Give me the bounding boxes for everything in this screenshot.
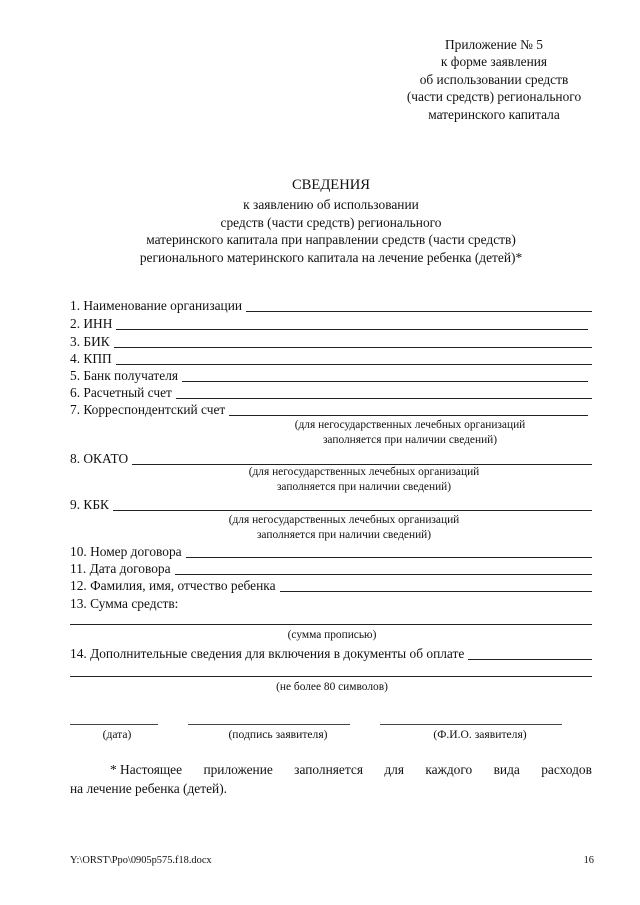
field-organization-name — [70, 298, 592, 314]
field-amount — [70, 596, 370, 612]
footnote-word: каждого — [425, 762, 473, 777]
field-label: 5. Банк получателя — [70, 368, 179, 383]
field-label: 7. Корреспондентский счет — [70, 402, 226, 417]
field-label: 6. Расчетный счет — [70, 385, 172, 400]
field-label: 1. Наименование организации — [70, 298, 243, 313]
annex-line: Приложение № 5 — [444, 37, 544, 52]
title-line: средств (части средств) регионального — [220, 214, 442, 230]
fill-line[interactable] — [280, 579, 592, 592]
footnote — [70, 760, 592, 798]
fill-line[interactable] — [246, 299, 592, 312]
document-title — [70, 176, 592, 266]
field-hint — [204, 513, 484, 543]
hint-line: (для негосударственных лечебных организаций — [294, 419, 526, 431]
title-line: к заявлению об использовании — [243, 197, 419, 212]
field-contract-number — [70, 544, 592, 560]
annex-line: об использовании средств — [419, 71, 569, 87]
fill-line[interactable] — [114, 335, 592, 348]
name-fill-line[interactable] — [380, 724, 562, 725]
field-child-full-name — [70, 578, 592, 594]
footnote-word: вида — [493, 762, 520, 777]
field-contract-date — [70, 561, 592, 577]
fill-line[interactable] — [176, 386, 592, 399]
footnote-word: расходов — [541, 762, 592, 777]
field-label: 13. Сумма средств: — [70, 596, 179, 611]
date-caption: (дата) — [102, 728, 132, 741]
page-number: 16 — [583, 855, 594, 866]
field-label: 11. Дата договора — [70, 561, 171, 576]
fill-line[interactable] — [182, 369, 588, 382]
hint-line: заполняется при наличии сведений) — [322, 434, 498, 446]
field-correspondent-account — [70, 402, 588, 418]
fill-line[interactable] — [186, 545, 592, 558]
footnote-word: * Настоящее — [110, 762, 183, 777]
fill-line[interactable] — [113, 498, 592, 511]
fill-line[interactable] — [468, 647, 592, 660]
hint-line: заполняется при наличии сведений) — [276, 481, 452, 493]
signature-caption: (подпись заявителя) — [228, 728, 328, 741]
field-hint: (сумма прописью) — [287, 629, 377, 641]
field-label: 2. ИНН — [70, 316, 113, 331]
additional-info-fill-line[interactable] — [70, 676, 592, 677]
field-label: 14. Дополнительные сведения для включения в документы об оплате — [70, 646, 465, 661]
name-caption: (Ф.И.О. заявителя) — [433, 728, 527, 741]
field-label: 4. КПП — [70, 351, 112, 366]
fill-line[interactable] — [132, 452, 592, 465]
field-hint — [270, 418, 550, 448]
field-settlement-account — [70, 385, 592, 401]
field-label: 3. БИК — [70, 334, 110, 349]
field-bik — [70, 334, 592, 350]
fill-line[interactable] — [175, 562, 592, 575]
fill-line[interactable] — [116, 317, 588, 330]
field-label: 9. КБК — [70, 497, 109, 512]
title-line: регионального материнского капитала на лечение ребенка (детей)* — [139, 249, 523, 265]
fill-line[interactable] — [116, 352, 592, 365]
footnote-word: для — [384, 762, 404, 777]
file-path: Y:\ORST\Ppo\0905p575.f18.docx — [70, 855, 212, 866]
field-inn — [70, 316, 588, 332]
footnote-word: заполняется — [294, 762, 363, 777]
footnote-line-2: на лечение ребенка (детей). — [70, 781, 228, 796]
field-label: 12. Фамилия, имя, отчество ребенка — [70, 578, 276, 593]
footnote-word: приложение — [203, 762, 273, 777]
amount-fill-line[interactable] — [70, 624, 592, 625]
footnote-line-1 — [70, 760, 592, 779]
field-label: 10. Номер договора — [70, 544, 182, 559]
signature-fill-line[interactable] — [188, 724, 350, 725]
annex-line: (части средств) регионального — [406, 89, 582, 105]
annex-line: материнского капитала — [428, 106, 560, 122]
hint-line: (для негосударственных лечебных организаций — [248, 466, 480, 478]
annex-line: к форме заявления — [440, 54, 548, 70]
date-fill-line[interactable] — [70, 724, 158, 725]
hint-line: (для негосударственных лечебных организаций — [228, 514, 460, 526]
hint-line: заполняется при наличии сведений) — [256, 529, 432, 541]
annex-header — [380, 36, 608, 123]
fill-line[interactable] — [229, 403, 588, 416]
field-additional-info — [70, 646, 592, 662]
field-label: 8. ОКАТО — [70, 451, 129, 466]
title-line: материнского капитала при направлении средств (части средств) — [146, 232, 516, 248]
field-kpp — [70, 351, 592, 367]
title-heading: СВЕДЕНИЯ — [291, 177, 371, 193]
field-hint: (не более 80 символов) — [276, 681, 388, 693]
field-recipient-bank — [70, 368, 588, 384]
field-kbk — [70, 497, 592, 513]
field-hint — [224, 465, 504, 495]
